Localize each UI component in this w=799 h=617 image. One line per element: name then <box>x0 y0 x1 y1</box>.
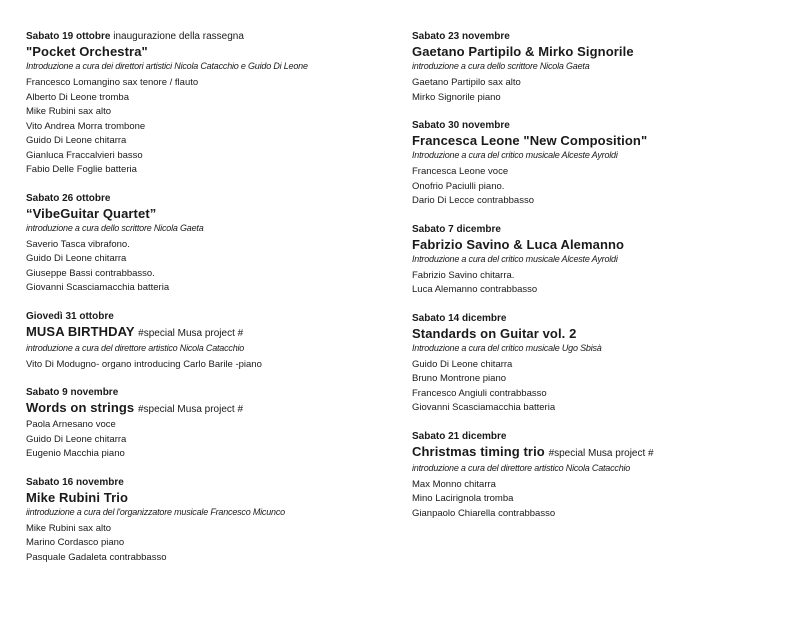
event-title <box>412 43 792 60</box>
event-intro: introduzione a cura del direttore artistico Nicola Catacchio <box>26 342 245 353</box>
event-title <box>412 443 792 462</box>
event-date <box>26 30 394 43</box>
event-date-label: Sabato 14 dicembre <box>412 312 507 324</box>
event-date <box>26 386 394 399</box>
event-title <box>26 399 394 418</box>
event-block <box>412 30 792 105</box>
event-title <box>412 325 792 342</box>
event-date <box>412 223 792 236</box>
event-tag: #special Musa project # <box>137 404 244 415</box>
event-title <box>412 132 792 149</box>
event-date-label: Sabato 30 novembre <box>412 120 510 131</box>
event-intro: Introduzione a cura del critico musicale Alceste Ayroldi <box>412 253 618 264</box>
event-tag: #special Musa project # <box>548 447 654 459</box>
event-block <box>26 30 394 178</box>
event-intro: introduzione a cura dello scrittore Nicola Gaeta <box>26 222 204 233</box>
event-title <box>26 323 394 342</box>
event-date-label: Sabato 26 ottobre <box>26 192 111 204</box>
performer-line: Francesca Leone voce <box>412 166 509 177</box>
performer-line: Saverio Tasca vibrafono. <box>26 238 130 250</box>
event-title <box>412 236 792 253</box>
event-date-label: Sabato 21 dicembre <box>412 430 507 442</box>
performer-line: Luca Alemanno contrabbasso <box>412 284 538 295</box>
performer-line: Mirko Signorile piano <box>412 91 501 103</box>
event-date <box>412 430 792 443</box>
left-column <box>26 30 394 579</box>
event-date <box>412 30 792 43</box>
event-block <box>412 119 792 209</box>
event-date <box>412 312 792 325</box>
event-title-text: Gaetano Partipilo & Mirko Signorile <box>412 44 634 59</box>
event-date <box>26 192 394 205</box>
performer-line: Pasquale Gadaleta contrabbasso <box>26 551 167 563</box>
performer-line: Gianpaolo Chiarella contrabbasso <box>412 507 556 519</box>
event-title-text: Fabrizio Savino & Luca Alemanno <box>412 236 625 252</box>
event-block <box>412 312 792 416</box>
performer-line: Guido Di Leone chitarra <box>26 253 127 264</box>
event-title <box>26 205 394 222</box>
event-title <box>26 43 394 60</box>
performer-line: Gaetano Partipilo sax alto <box>412 77 521 88</box>
performer-line: Mike Rubini sax alto <box>26 106 112 117</box>
performer-line: Fabrizio Savino chitarra. <box>412 269 515 281</box>
event-date <box>26 310 394 323</box>
performer-line: Guido Di Leone chitarra <box>26 135 127 146</box>
performer-line: Francesco Lomangino sax tenore / flauto <box>26 77 199 88</box>
event-date-label: Sabato 9 novembre <box>26 387 119 398</box>
event-title-text: Standards on Guitar vol. 2 <box>412 325 577 341</box>
event-title-text: MUSA BIRTHDAY <box>26 323 139 339</box>
event-block <box>412 430 792 522</box>
event-title-text: Francesca Leone "New Composition" <box>412 133 648 148</box>
event-date <box>26 476 394 489</box>
event-title-text: Christmas timing trio <box>412 443 549 459</box>
performer-line: Bruno Montrone piano <box>412 373 507 384</box>
event-block <box>26 476 394 566</box>
right-column <box>412 30 792 535</box>
event-title-text: “VibeGuitar Quartet” <box>26 205 157 221</box>
event-block <box>26 310 394 373</box>
event-title-text: Words on strings <box>26 400 138 415</box>
performer-line: Mike Rubini sax alto <box>26 522 112 534</box>
event-date-label: Sabato 19 ottobre <box>26 31 111 42</box>
event-block <box>412 223 792 298</box>
performer-line: Marino Cordasco piano <box>26 537 125 548</box>
event-intro: iintroduzione a cura del l'organizzatore musicale Francesco Micunco <box>26 506 285 517</box>
performer-line: Onofrio Paciulli piano. <box>412 180 505 192</box>
event-block <box>26 386 394 462</box>
event-intro: Introduzione a cura del critico musicale Alceste Ayroldi <box>412 150 618 160</box>
performer-line: Guido Di Leone chitarra <box>412 358 513 370</box>
event-intro: introduzione a cura dello scrittore Nicola Gaeta <box>412 61 590 71</box>
event-block <box>26 192 394 296</box>
performer-line: Max Monno chitarra <box>412 478 496 490</box>
event-intro: Introduzione a cura del critico musicale Ugo Sbisà <box>412 342 602 353</box>
event-tag: #special Musa project # <box>138 327 244 339</box>
event-date-label: Sabato 16 novembre <box>26 476 124 488</box>
performer-line: Paola Arnesano voce <box>26 419 116 430</box>
performer-line: Giovanni Scasciamacchia batteria <box>412 402 556 413</box>
event-date-label: Giovedì 31 ottobre <box>26 310 114 322</box>
performer-line: Fabio Delle Foglie batteria <box>26 164 137 175</box>
event-note: inaugurazione della rassegna <box>110 31 244 42</box>
event-date <box>412 119 792 132</box>
event-title-text: Mike Rubini Trio <box>26 489 128 505</box>
performer-line: Eugenio Macchia piano <box>26 448 125 459</box>
performer-line: Giuseppe Bassi contrabbasso. <box>26 267 155 279</box>
performer-line: Vito Di Modugno- organo introducing Carlo Barile -piano <box>26 358 262 370</box>
event-date-label: Sabato 7 dicembre <box>412 223 501 235</box>
event-date-label: Sabato 23 novembre <box>412 31 510 42</box>
performer-line: Alberto Di Leone tromba <box>26 91 129 103</box>
event-intro: introduzione a cura del direttore artistico Nicola Catacchio <box>412 462 631 473</box>
event-title <box>26 489 394 506</box>
performer-line: Mino Lacirignola tromba <box>412 493 514 504</box>
performer-line: Francesco Angiuli contrabbasso <box>412 387 547 399</box>
event-title-text: "Pocket Orchestra" <box>26 44 148 59</box>
performer-line: Guido Di Leone chitarra <box>26 433 127 445</box>
event-intro: Introduzione a cura dei direttori artistici Nicola Catacchio e Guido Di Leone <box>26 61 308 71</box>
performer-line: Dario Di Lecce contrabbasso <box>412 195 534 206</box>
performer-line: Vito Andrea Morra trombone <box>26 120 146 132</box>
performer-line: Gianluca Fraccalvieri basso <box>26 149 143 161</box>
performer-line: Giovanni Scasciamacchia batteria <box>26 282 170 293</box>
